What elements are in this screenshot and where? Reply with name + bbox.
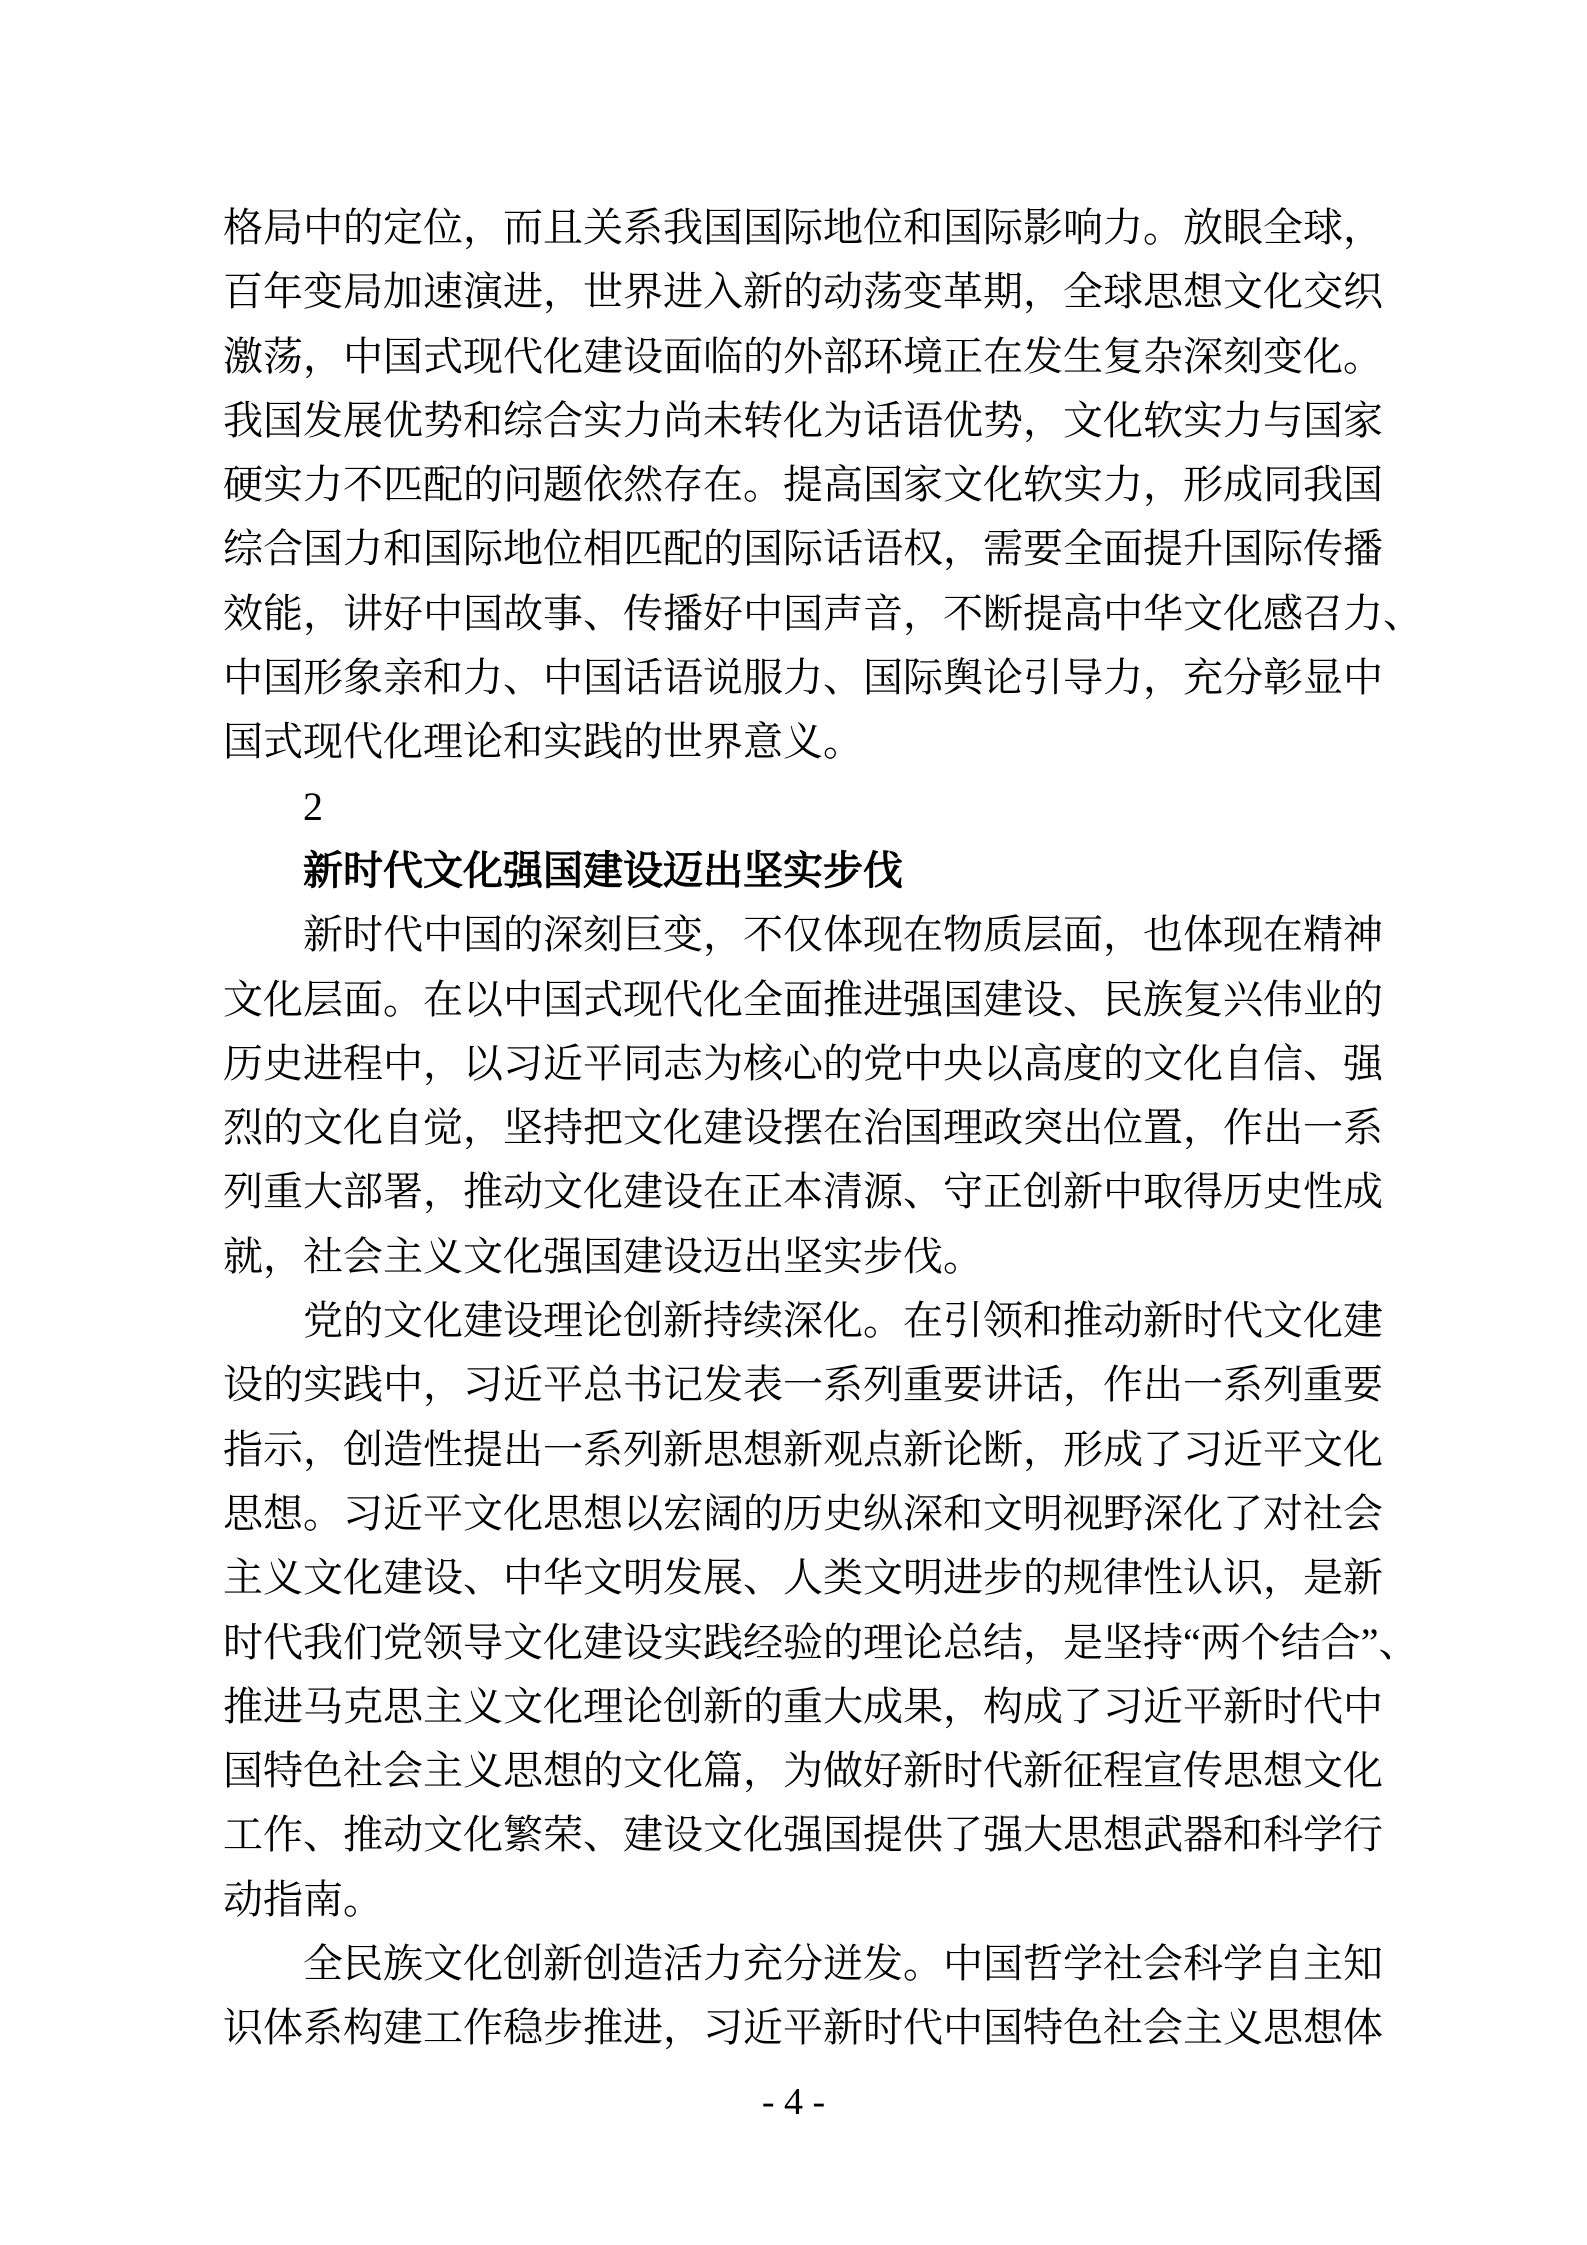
text-line: 思想。习近平文化思想以宏阔的历史纵深和文明视野深化了对社会 bbox=[223, 1490, 1383, 1536]
text-line: 我国发展优势和综合实力尚未转化为话语优势，文化软实力与国家 bbox=[223, 397, 1383, 443]
text-line: 全民族文化创新创造活力充分迸发。中国哲学社会科学自主知 bbox=[303, 1941, 1383, 1987]
section-number: 2 bbox=[303, 783, 323, 829]
text-line: 百年变局加速演进，世界进入新的动荡变革期，全球思想文化交织 bbox=[223, 269, 1383, 315]
text-line: 综合国力和国际地位相匹配的国际话语权，需要全面提升国际传播 bbox=[223, 526, 1383, 572]
text-line: 动指南。 bbox=[223, 1876, 383, 1922]
text-line: 新时代中国的深刻巨变，不仅体现在物质层面，也体现在精神 bbox=[303, 912, 1383, 958]
text-line: 时代我们党领导文化建设实践经验的理论总结，是坚持“两个结合”、 bbox=[223, 1619, 1419, 1665]
text-line: 效能，讲好中国故事、传播好中国声音，不断提高中华文化感召力、 bbox=[223, 590, 1423, 636]
text-line: 就，社会主义文化强国建设迈出坚实步伐。 bbox=[223, 1233, 983, 1279]
paragraph bbox=[223, 1289, 1419, 1932]
text-line: 推进马克思主义文化理论创新的重大成果，构成了习近平新时代中 bbox=[223, 1683, 1383, 1729]
text-line: 国特色社会主义思想的文化篇，为做好新时代新征程宣传思想文化 bbox=[223, 1748, 1383, 1794]
text-line: 设的实践中，习近平总书记发表一系列重要讲话，作出一系列重要 bbox=[223, 1362, 1383, 1408]
section-heading: 新时代文化强国建设迈出坚实步伐 bbox=[303, 847, 903, 893]
text-line: 列重大部署，推动文化建设在正本清源、守正创新中取得历史性成 bbox=[223, 1169, 1383, 1215]
paragraph bbox=[223, 903, 1381, 1289]
page-body bbox=[223, 196, 1423, 2061]
page-number: - 4 - bbox=[761, 2081, 826, 2123]
text-line: 工作、推动文化繁荣、建设文化强国提供了强大思想武器和科学行 bbox=[223, 1812, 1383, 1858]
text-line: 硬实力不匹配的问题依然存在。提高国家文化软实力，形成同我国 bbox=[223, 462, 1383, 508]
text-line: 激荡，中国式现代化建设面临的外部环境正在发生复杂深刻变化。 bbox=[223, 333, 1383, 379]
text-line: 烈的文化自觉，坚持把文化建设摆在治国理政突出位置，作出一系 bbox=[223, 1105, 1383, 1151]
text-line: 主义文化建设、中华文明发展、人类文明进步的规律性认识，是新 bbox=[223, 1555, 1383, 1601]
text-line: 格局中的定位，而且关系我国国际地位和国际影响力。放眼全球， bbox=[223, 205, 1383, 250]
paragraph-continuation bbox=[223, 196, 1423, 775]
text-line: 国式现代化理论和实践的世界意义。 bbox=[223, 719, 863, 765]
text-line: 文化层面。在以中国式现代化全面推进强国建设、民族复兴伟业的 bbox=[223, 976, 1383, 1022]
text-line: 中国形象亲和力、中国话语说服力、国际舆论引导力，充分彰显中 bbox=[223, 655, 1383, 701]
paragraph bbox=[223, 1932, 1381, 2061]
text-line: 党的文化建设理论创新持续深化。在引领和推动新时代文化建 bbox=[303, 1298, 1383, 1344]
text-line: 识体系构建工作稳步推进，习近平新时代中国特色社会主义思想体 bbox=[223, 2005, 1383, 2051]
text-line: 历史进程中，以习近平同志为核心的党中央以高度的文化自信、强 bbox=[223, 1040, 1383, 1086]
text-line: 指示，创造性提出一系列新思想新观点新论断，形成了习近平文化 bbox=[223, 1426, 1383, 1472]
